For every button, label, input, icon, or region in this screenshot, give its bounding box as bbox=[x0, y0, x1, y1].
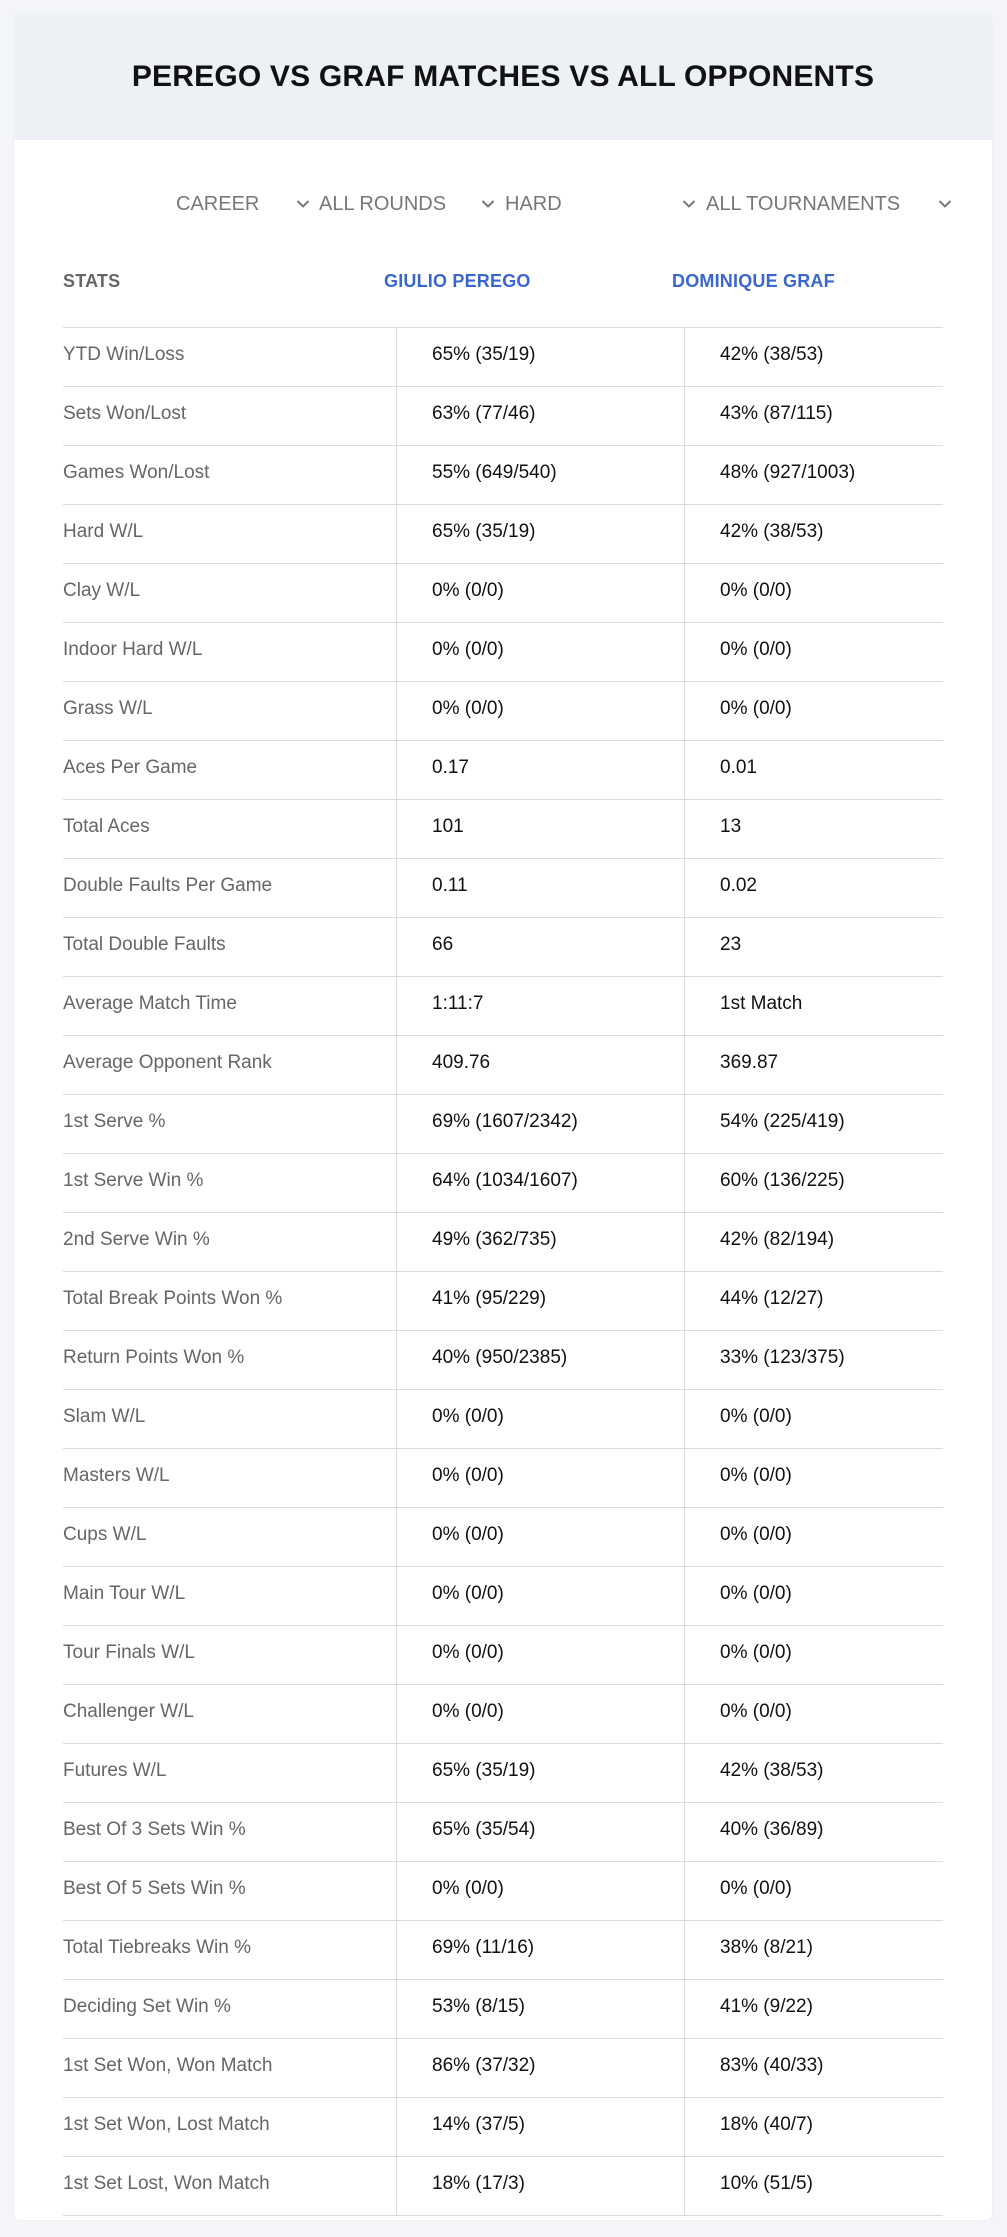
table-row bbox=[63, 2098, 943, 2157]
player1-value: 49% (362/735) bbox=[432, 1229, 557, 1250]
stat-label: Challenger W/L bbox=[63, 1701, 194, 1722]
player1-column-header[interactable]: GIULIO PEREGO bbox=[384, 271, 531, 291]
player1-value: 14% (37/5) bbox=[432, 2114, 525, 2135]
table-row bbox=[63, 1980, 943, 2039]
player1-value: 55% (649/540) bbox=[432, 462, 557, 483]
player2-value: 42% (38/53) bbox=[720, 521, 824, 542]
table-row bbox=[63, 564, 943, 623]
table-row bbox=[63, 505, 943, 564]
player1-value: 0% (0/0) bbox=[432, 1465, 504, 1486]
table-row bbox=[63, 918, 943, 977]
player2-value: 0% (0/0) bbox=[720, 1701, 792, 1722]
stats-card bbox=[14, 14, 992, 2220]
stat-label: Games Won/Lost bbox=[63, 462, 210, 483]
table-row bbox=[63, 1862, 943, 1921]
stat-label: 1st Serve Win % bbox=[63, 1170, 204, 1191]
table-header bbox=[63, 251, 943, 328]
player1-value: 0% (0/0) bbox=[432, 1642, 504, 1663]
player2-value: 42% (38/53) bbox=[720, 344, 824, 365]
page-title: PEREGO VS GRAF MATCHES VS ALL OPPONENTS bbox=[131, 60, 875, 93]
player2-column-header[interactable]: DOMINIQUE GRAF bbox=[672, 271, 835, 291]
stat-label: Indoor Hard W/L bbox=[63, 639, 203, 660]
player1-value: 101 bbox=[432, 816, 464, 837]
player2-value: 0% (0/0) bbox=[720, 1465, 792, 1486]
stats-table bbox=[63, 251, 943, 2216]
stat-label: Total Double Faults bbox=[63, 934, 226, 955]
player2-value: 0% (0/0) bbox=[720, 1524, 792, 1545]
table-row bbox=[63, 1567, 943, 1626]
table-row bbox=[63, 1685, 943, 1744]
player1-value: 65% (35/54) bbox=[432, 1819, 536, 1840]
player2-value: 0% (0/0) bbox=[720, 1406, 792, 1427]
player1-value: 66 bbox=[432, 934, 454, 955]
player1-value: 69% (1607/2342) bbox=[432, 1111, 578, 1132]
player2-value: 43% (87/115) bbox=[720, 403, 833, 424]
column-divider bbox=[396, 327, 397, 2215]
stat-label: Total Break Points Won % bbox=[63, 1288, 283, 1309]
stat-label: Clay W/L bbox=[63, 580, 141, 601]
table-row bbox=[63, 1921, 943, 1980]
table-body bbox=[63, 328, 943, 2216]
table-row bbox=[63, 1803, 943, 1862]
table-row bbox=[63, 977, 943, 1036]
table-row bbox=[63, 387, 943, 446]
tournaments-select-value: ALL TOURNAMENTS bbox=[706, 192, 901, 215]
player1-value: 1:11:7 bbox=[432, 993, 484, 1014]
surface-select[interactable] bbox=[505, 189, 698, 219]
chevron-down-icon bbox=[479, 195, 497, 213]
player2-value: 33% (123/375) bbox=[720, 1347, 845, 1368]
stat-label: Best Of 5 Sets Win % bbox=[63, 1878, 246, 1899]
chevron-down-icon bbox=[680, 195, 698, 213]
player1-value: 0% (0/0) bbox=[432, 1406, 504, 1427]
table-row bbox=[63, 859, 943, 918]
player2-value: 42% (38/53) bbox=[720, 1760, 824, 1781]
player1-value: 0% (0/0) bbox=[432, 1524, 504, 1545]
player1-value: 65% (35/19) bbox=[432, 521, 536, 542]
player1-value: 18% (17/3) bbox=[432, 2173, 525, 2194]
table-row bbox=[63, 1331, 943, 1390]
table-row bbox=[63, 1036, 943, 1095]
player2-value: 48% (927/1003) bbox=[720, 462, 856, 483]
rounds-select[interactable] bbox=[319, 189, 497, 219]
player1-value: 0% (0/0) bbox=[432, 580, 504, 601]
stat-label: 2nd Serve Win % bbox=[63, 1229, 210, 1250]
player2-value: 369.87 bbox=[720, 1052, 779, 1073]
player1-value: 0.11 bbox=[432, 875, 468, 896]
table-row bbox=[63, 2039, 943, 2098]
chevron-down-icon bbox=[294, 195, 312, 213]
player1-value: 0.17 bbox=[432, 757, 469, 778]
table-row bbox=[63, 2157, 943, 2216]
player2-value: 0% (0/0) bbox=[720, 1878, 792, 1899]
player2-value: 0% (0/0) bbox=[720, 1642, 792, 1663]
player2-value: 41% (9/22) bbox=[720, 1996, 813, 2017]
stat-label: Tour Finals W/L bbox=[63, 1642, 195, 1663]
stat-label: Best Of 3 Sets Win % bbox=[63, 1819, 246, 1840]
player2-value: 0.01 bbox=[720, 757, 757, 778]
stat-label: Grass W/L bbox=[63, 698, 153, 719]
player2-value: 44% (12/27) bbox=[720, 1288, 824, 1309]
player1-value: 41% (95/229) bbox=[432, 1288, 547, 1309]
period-select-value: CAREER bbox=[176, 192, 260, 215]
player2-value: 23 bbox=[720, 934, 742, 955]
table-row bbox=[63, 1213, 943, 1272]
stat-label: Average Match Time bbox=[63, 993, 237, 1014]
player2-value: 40% (36/89) bbox=[720, 1819, 824, 1840]
stat-label: 1st Set Won, Lost Match bbox=[63, 2114, 270, 2135]
stat-label: Cups W/L bbox=[63, 1524, 147, 1545]
player1-value: 0% (0/0) bbox=[432, 698, 504, 719]
stat-label: Deciding Set Win % bbox=[63, 1996, 231, 2017]
table-row bbox=[63, 800, 943, 859]
column-divider bbox=[684, 327, 685, 2215]
table-row bbox=[63, 1508, 943, 1567]
period-select[interactable] bbox=[176, 189, 312, 219]
player1-value: 63% (77/46) bbox=[432, 403, 536, 424]
table-row bbox=[63, 1272, 943, 1331]
player2-value: 1st Match bbox=[720, 993, 803, 1014]
table-row bbox=[63, 682, 943, 741]
player2-value: 18% (40/7) bbox=[720, 2114, 813, 2135]
table-row bbox=[63, 741, 943, 800]
table-row bbox=[63, 1626, 943, 1685]
table-row bbox=[63, 1449, 943, 1508]
table-row bbox=[63, 328, 943, 387]
player1-value: 0% (0/0) bbox=[432, 1583, 504, 1604]
rounds-select-value: ALL ROUNDS bbox=[319, 192, 447, 215]
filter-bar bbox=[14, 189, 992, 219]
stat-label: Main Tour W/L bbox=[63, 1583, 186, 1604]
stat-label: 1st Set Won, Won Match bbox=[63, 2055, 273, 2076]
player2-value: 83% (40/33) bbox=[720, 2055, 824, 2076]
player2-value: 0.02 bbox=[720, 875, 757, 896]
tournaments-select[interactable] bbox=[706, 189, 954, 219]
stat-label: 1st Set Lost, Won Match bbox=[63, 2173, 270, 2194]
player1-value: 69% (11/16) bbox=[432, 1937, 535, 1958]
stat-label: Total Tiebreaks Win % bbox=[63, 1937, 251, 1958]
stat-label: Total Aces bbox=[63, 816, 150, 837]
stat-label: Return Points Won % bbox=[63, 1347, 245, 1368]
card-header bbox=[14, 14, 992, 140]
player2-value: 54% (225/419) bbox=[720, 1111, 845, 1132]
player1-value: 86% (37/32) bbox=[432, 2055, 536, 2076]
table-row bbox=[63, 1744, 943, 1803]
stat-label: YTD Win/Loss bbox=[63, 344, 185, 365]
stat-label: Double Faults Per Game bbox=[63, 875, 273, 896]
chevron-down-icon bbox=[936, 195, 954, 213]
player1-value: 65% (35/19) bbox=[432, 344, 536, 365]
stat-label: Sets Won/Lost bbox=[63, 403, 187, 424]
player2-value: 10% (51/5) bbox=[720, 2173, 813, 2194]
table-row bbox=[63, 1154, 943, 1213]
player1-value: 0% (0/0) bbox=[432, 1878, 504, 1899]
player2-value: 0% (0/0) bbox=[720, 1583, 792, 1604]
player1-value: 53% (8/15) bbox=[432, 1996, 525, 2017]
stat-label: Futures W/L bbox=[63, 1760, 167, 1781]
stat-label: Slam W/L bbox=[63, 1406, 146, 1427]
player2-value: 60% (136/225) bbox=[720, 1170, 845, 1191]
table-row bbox=[63, 623, 943, 682]
player2-value: 0% (0/0) bbox=[720, 580, 792, 601]
stat-label: 1st Serve % bbox=[63, 1111, 166, 1132]
player2-value: 0% (0/0) bbox=[720, 639, 792, 660]
surface-select-value: HARD bbox=[505, 192, 562, 215]
player1-value: 65% (35/19) bbox=[432, 1760, 536, 1781]
stat-label: Average Opponent Rank bbox=[63, 1052, 272, 1073]
stat-label: Aces Per Game bbox=[63, 757, 198, 778]
player2-value: 38% (8/21) bbox=[720, 1937, 813, 1958]
player1-value: 64% (1034/1607) bbox=[432, 1170, 578, 1191]
player2-value: 42% (82/194) bbox=[720, 1229, 835, 1250]
player1-value: 0% (0/0) bbox=[432, 639, 504, 660]
table-row bbox=[63, 446, 943, 505]
stat-label: Masters W/L bbox=[63, 1465, 170, 1486]
player2-value: 13 bbox=[720, 816, 742, 837]
player1-value: 40% (950/2385) bbox=[432, 1347, 568, 1368]
stats-column-header: STATS bbox=[63, 271, 121, 291]
player2-value: 0% (0/0) bbox=[720, 698, 792, 719]
table-row bbox=[63, 1390, 943, 1449]
table-row bbox=[63, 1095, 943, 1154]
stat-label: Hard W/L bbox=[63, 521, 144, 542]
player1-value: 0% (0/0) bbox=[432, 1701, 504, 1722]
player1-value: 409.76 bbox=[432, 1052, 491, 1073]
